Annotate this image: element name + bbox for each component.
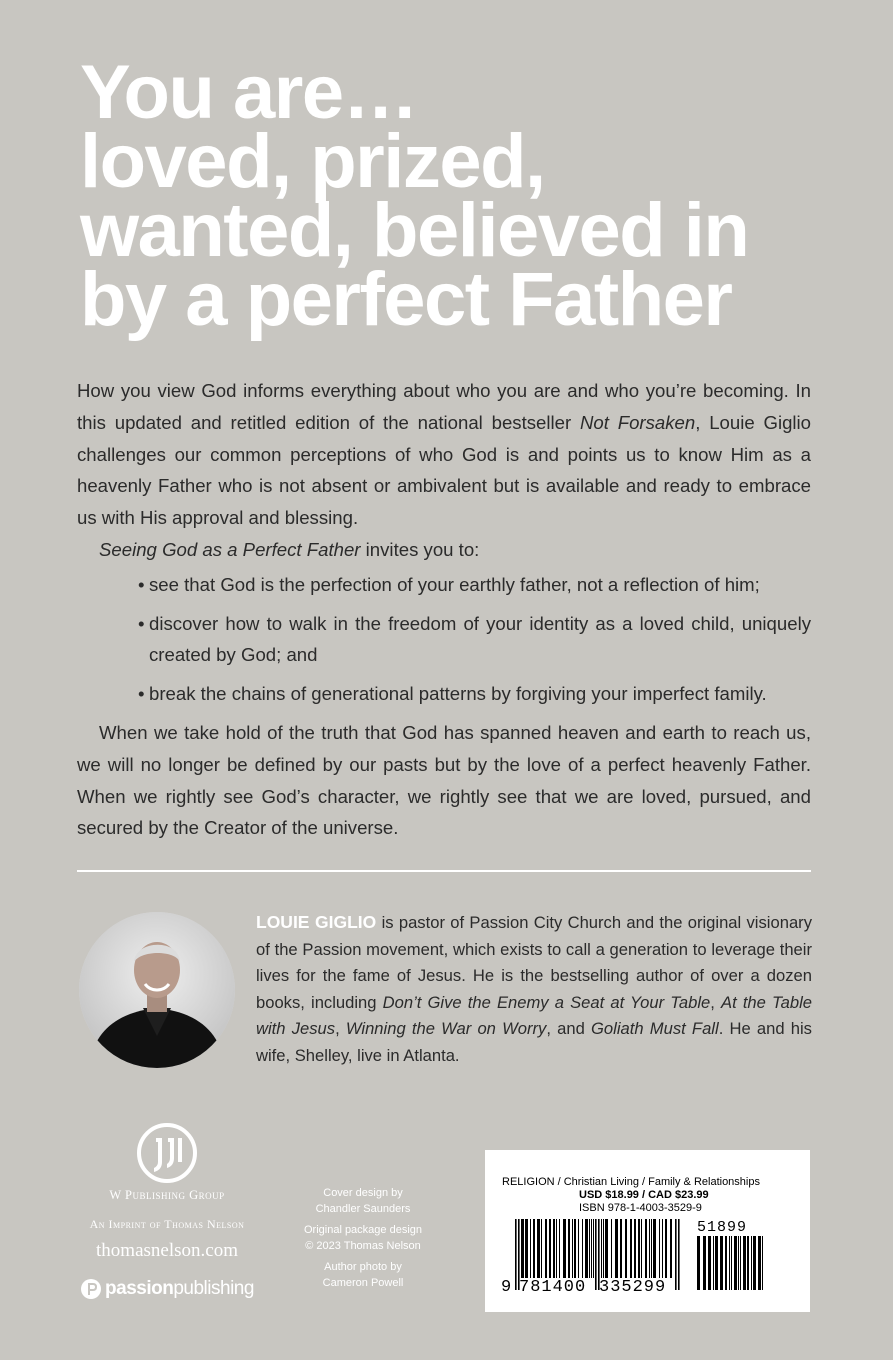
bullet-text-2: discover how to walk in the freedom of your identity as a loved child, uniquely created by God; and — [149, 612, 811, 666]
credits-block — [298, 1185, 428, 1296]
price-line: USD $18.99 / CAD $23.99 — [579, 1189, 709, 1201]
author-photo — [79, 912, 235, 1068]
package-credit — [298, 1222, 428, 1254]
barcode-digits-left: 781400 — [519, 1278, 587, 1297]
photo-credit-line-1: Author photo by — [324, 1261, 402, 1273]
passion-wordmark-bold: passion — [105, 1278, 174, 1299]
package-credit-line-2: © 2023 Thomas Nelson — [305, 1240, 421, 1252]
author-book-4: Goliath Must Fall — [591, 1019, 719, 1039]
bullet-item-3 — [138, 678, 811, 710]
author-name: LOUIE GIGLIO — [256, 912, 377, 932]
bullet-item-1 — [138, 569, 811, 601]
author-book-2: At the Table with Jesus — [256, 992, 812, 1039]
author-book-3: Winning the War on Worry — [345, 1019, 547, 1039]
author-portrait-icon — [79, 912, 235, 1068]
description-p1-book-title: Not Forsaken — [579, 411, 696, 433]
publisher-website: thomasnelson.com — [96, 1240, 238, 1261]
description-paragraph-2 — [77, 534, 811, 566]
passion-p-icon — [80, 1278, 102, 1300]
bullet-dot: • — [138, 612, 145, 634]
passion-publishing-logo — [68, 1278, 266, 1300]
photo-credit-line-2: Cameron Powell — [322, 1277, 404, 1289]
bullet-dot: • — [138, 683, 145, 705]
barcode-box — [485, 1150, 810, 1312]
passion-wordmark-light: publishing — [173, 1278, 254, 1299]
publisher-block — [68, 1122, 266, 1300]
author-bio-text-a: is pastor of Passion City Church and the original visionary of the Passion movement, which exists to call a generation to leverage their lives for the fame of Jesus. He is the bestselling author of over a dozen books, including — [256, 913, 812, 1012]
bullet-item-2 — [138, 608, 811, 672]
isbn-line: ISBN 978-1-4003-3529-9 — [579, 1202, 702, 1214]
imprint-line: An Imprint of Thomas Nelson — [89, 1217, 245, 1231]
description-p2-book-title: Seeing God as a Perfect Father — [99, 538, 361, 560]
barcode-digit-first: 9 — [501, 1278, 513, 1297]
description-p2-text: invites you to: — [360, 538, 480, 560]
bullet-dot: • — [138, 573, 145, 595]
bullet-list — [77, 569, 811, 710]
section-divider — [77, 870, 811, 872]
headline-line-2: loved, prized, — [80, 119, 545, 204]
barcode-addon-digits: 51899 — [697, 1219, 748, 1236]
author-book-1: Don’t Give the Enemy a Seat at Your Table — [382, 992, 711, 1012]
headline-line-4: by a perfect Father — [80, 257, 732, 342]
headline-line-1: You are… — [80, 50, 418, 135]
w-publishing-logo-icon — [134, 1122, 200, 1184]
author-bio-text-b: . He and his wife, Shelley, live in Atlanta. — [256, 1019, 812, 1065]
description-p1-text-b: , Louie Giglio challenges our common perceptions of who God is and points us to know Him as a heavenly Father who is not absent or ambivalent but is available and ready to embrace us with His approval and blessing. — [77, 411, 812, 529]
description-p1-text-a: How you view God informs everything about who you are and who you’re becoming. In this updated and retitled edition of the national bestseller — [77, 380, 811, 433]
author-sep-1: , — [710, 992, 722, 1012]
headline-line-3: wanted, believed in — [80, 188, 749, 273]
barcode-digits-right: 335299 — [599, 1278, 667, 1297]
description-paragraph-3: When we take hold of the truth that God has spanned heaven and earth to reach us, we will no longer be defined by our pasts but by the love of a perfect heavenly Father. When we rightly see God’s character, we rightly see that we are loved, pursued, and secured by the Creator of the universe. — [77, 721, 811, 839]
publisher-name: W Publishing Group — [109, 1188, 225, 1202]
bullet-text-1: see that God is the perfection of your earthly father, not a reflection of him; — [149, 573, 760, 595]
author-bio — [256, 909, 812, 1070]
author-sep-2: , — [335, 1019, 346, 1039]
description-paragraph-1 — [77, 375, 811, 534]
cover-credit-line-1: Cover design by — [323, 1187, 403, 1199]
package-credit-line-1: Original package design — [303, 1224, 423, 1236]
photo-credit — [298, 1259, 428, 1291]
book-description — [77, 375, 811, 844]
bullet-text-3: break the chains of generational patterns by forgiving your imperfect family. — [149, 683, 767, 705]
cover-credit-line-2: Chandler Saunders — [315, 1203, 411, 1215]
cover-credit — [298, 1185, 428, 1217]
bisac-category: RELIGION / Christian Living / Family & Relationships — [502, 1176, 760, 1188]
headline — [80, 50, 840, 342]
author-sep-3: , and — [546, 1019, 592, 1039]
